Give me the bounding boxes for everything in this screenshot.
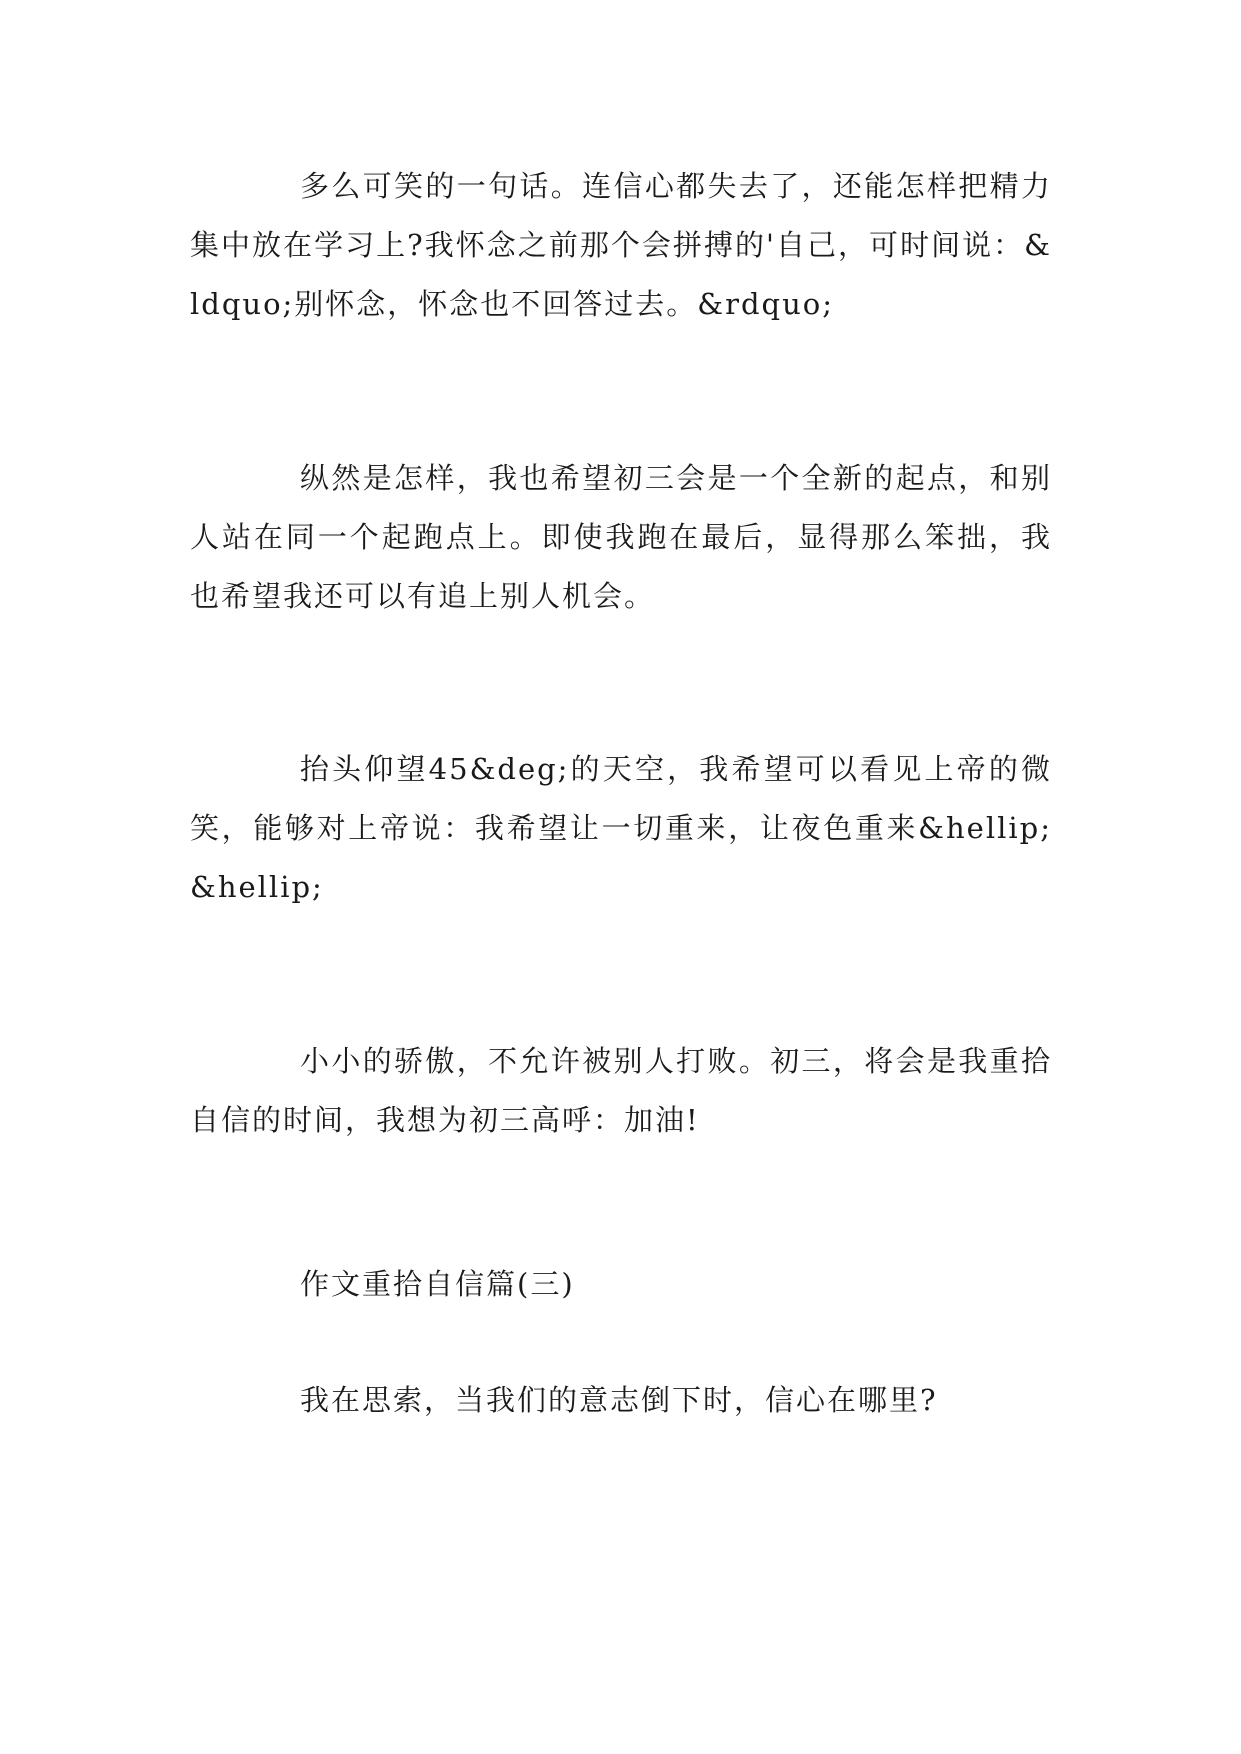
paragraph-1: 多么可笑的一句话。连信心都失去了，还能怎样把精力集中放在学习上?我怀念之前那个会拼搏的'自己，可时间说：&ldquo;别怀念，怀念也不回答过去。&rdquo; (190, 169, 1052, 321)
paragraph-2: 纵然是怎样，我也希望初三会是一个全新的起点，和别人站在同一个起跑点上。即使我跑在最后，显得那么笨拙，我也希望我还可以有追上别人机会。 (190, 461, 1052, 613)
closing-paragraph: 我在思索，当我们的意志倒下时，信心在哪里? (300, 1383, 938, 1417)
paragraph-4: 小小的骄傲，不允许被别人打败。初三，将会是我重拾自信的时间，我想为初三高呼：加油! (190, 1044, 1052, 1137)
paragraph-3: 抬头仰望45&deg;的天空，我希望可以看见上帝的微笑，能够对上帝说：我希望让一切重来，让夜色重来&hellip;&hellip; (190, 752, 1052, 904)
section-title: 作文重拾自信篇(三) (300, 1267, 575, 1301)
